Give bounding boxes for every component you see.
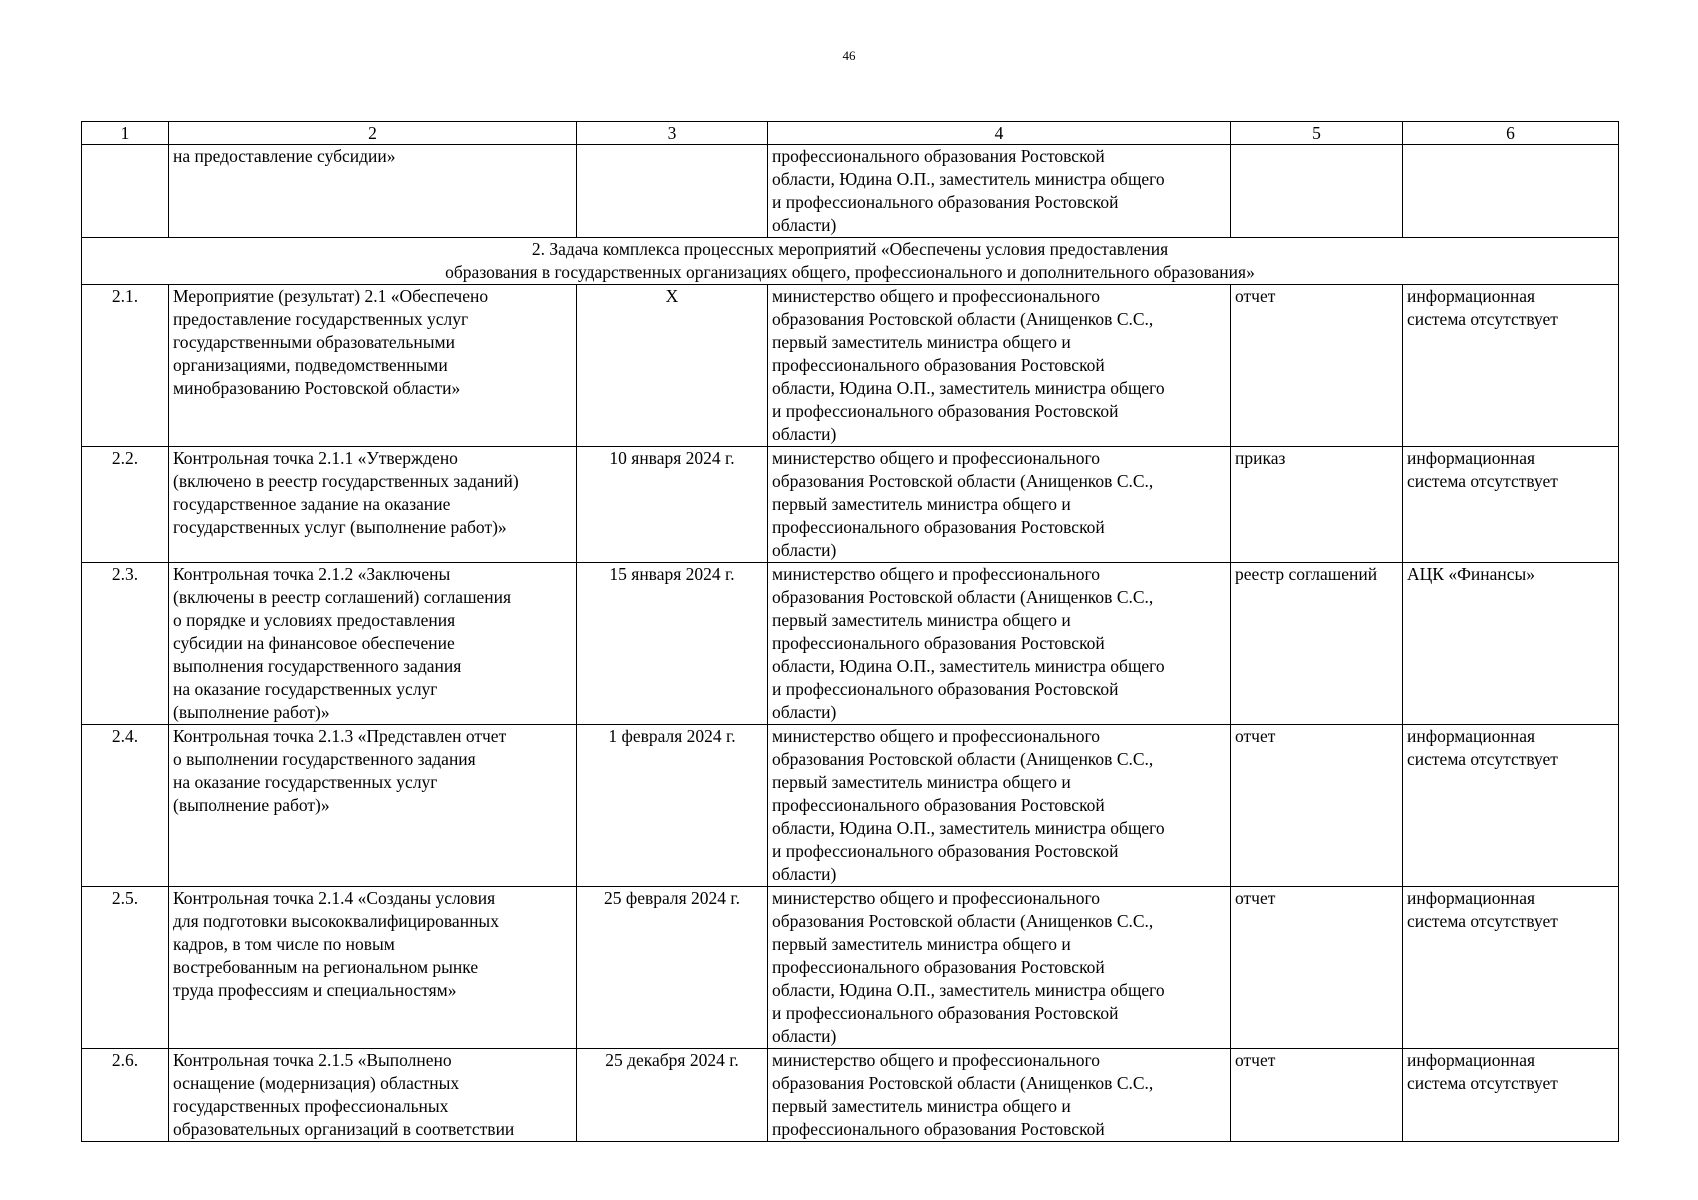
row-number-cell: 2.1. <box>82 285 169 447</box>
table-row <box>82 887 1619 1049</box>
information-system-cell: АЦК «Финансы» <box>1403 563 1619 725</box>
deadline-cell <box>577 145 768 238</box>
column-number: 2 <box>169 122 577 145</box>
column-number: 6 <box>1403 122 1619 145</box>
event-name-cell: Контрольная точка 2.1.2 «Заключены (включены в реестр соглашений) соглашения о порядке и условиях предоставления субсидии на финансовое обеспечение выполнения государственного задания на оказание государственных услуг (выполнение работ)» <box>169 563 577 725</box>
table-row <box>82 563 1619 725</box>
deadline-cell: 25 февраля 2024 г. <box>577 887 768 1049</box>
information-system-cell <box>1403 145 1619 238</box>
responsible-cell: министерство общего и профессионального образования Ростовской области (Анищенков С.С., первый заместитель министра общего и профессионального образования Ростовской <box>768 1049 1231 1142</box>
event-name-cell: Контрольная точка 2.1.5 «Выполнено оснащение (модернизация) областных государственных профессиональных образовательных организаций в соответствии <box>169 1049 577 1142</box>
event-name-cell: на предоставление субсидии» <box>169 145 577 238</box>
event-name-cell: Контрольная точка 2.1.4 «Созданы условия для подготовки высококвалифицированных кадров, в том числе по новым востребованным на региональном рынке труда профессиям и специальностям» <box>169 887 577 1049</box>
event-name-cell: Контрольная точка 2.1.3 «Представлен отчет о выполнении государственного задания на оказание государственных услуг (выполнение работ)» <box>169 725 577 887</box>
row-number-cell: 2.3. <box>82 563 169 725</box>
table-row <box>82 1049 1619 1142</box>
information-system-cell: информационная система отсутствует <box>1403 725 1619 887</box>
deadline-cell: 25 декабря 2024 г. <box>577 1049 768 1142</box>
document-type-cell: отчет <box>1231 887 1403 1049</box>
information-system-cell: информационная система отсутствует <box>1403 1049 1619 1142</box>
responsible-cell: министерство общего и профессионального образования Ростовской области (Анищенков С.С., первый заместитель министра общего и профессионального образования Ростовской области) <box>768 447 1231 563</box>
column-number: 1 <box>82 122 169 145</box>
column-number-row <box>82 122 1619 145</box>
row-number-cell: 2.5. <box>82 887 169 1049</box>
page-number: 46 <box>842 48 856 63</box>
row-number-cell: 2.4. <box>82 725 169 887</box>
table-row <box>82 285 1619 447</box>
task-row <box>82 238 1619 285</box>
document-type-cell: отчет <box>1231 1049 1403 1142</box>
row-number-cell <box>82 145 169 238</box>
deadline-cell: X <box>577 285 768 447</box>
event-name-cell: Мероприятие (результат) 2.1 «Обеспечено предоставление государственных услуг государственными образовательными организациями, подведомственными минобразованию Ростовской области» <box>169 285 577 447</box>
row-number-cell: 2.2. <box>82 447 169 563</box>
responsible-cell: министерство общего и профессионального образования Ростовской области (Анищенков С.С., первый заместитель министра общего и профессионального образования Ростовской области, Юдина О.П., заместитель министра общего и профессионального образования Ростовской области) <box>768 725 1231 887</box>
responsible-cell: министерство общего и профессионального образования Ростовской области (Анищенков С.С., первый заместитель министра общего и профессионального образования Ростовской области, Юдина О.П., заместитель министра общего и профессионального образования Ростовской области) <box>768 563 1231 725</box>
document-type-cell: реестр соглашений <box>1231 563 1403 725</box>
deadline-cell: 1 февраля 2024 г. <box>577 725 768 887</box>
column-number: 5 <box>1231 122 1403 145</box>
table-row <box>82 725 1619 887</box>
deadline-cell: 15 января 2024 г. <box>577 563 768 725</box>
information-system-cell: информационная система отсутствует <box>1403 887 1619 1049</box>
document-type-cell <box>1231 145 1403 238</box>
event-name-cell: Контрольная точка 2.1.1 «Утверждено (включено в реестр государственных заданий) государственное задание на оказание государственных услуг (выполнение работ)» <box>169 447 577 563</box>
deadline-cell: 10 января 2024 г. <box>577 447 768 563</box>
table-row <box>82 447 1619 563</box>
information-system-cell: информационная система отсутствует <box>1403 285 1619 447</box>
column-number: 3 <box>577 122 768 145</box>
information-system-cell: информационная система отсутствует <box>1403 447 1619 563</box>
continuation-row <box>82 145 1619 238</box>
column-number: 4 <box>768 122 1231 145</box>
responsible-cell: министерство общего и профессионального образования Ростовской области (Анищенков С.С., первый заместитель министра общего и профессионального образования Ростовской области, Юдина О.П., заместитель министра общего и профессионального образования Ростовской области) <box>768 285 1231 447</box>
document-type-cell: отчет <box>1231 285 1403 447</box>
document-type-cell: приказ <box>1231 447 1403 563</box>
responsible-cell: профессионального образования Ростовской области, Юдина О.П., заместитель министра общего и профессионального образования Ростовской области) <box>768 145 1231 238</box>
plan-table <box>81 121 1619 1142</box>
task-heading: 2. Задача комплекса процессных мероприятий «Обеспечены условия предоставления образования в государственных организациях общего, профессионального и дополнительного образования» <box>82 238 1619 285</box>
document-type-cell: отчет <box>1231 725 1403 887</box>
responsible-cell: министерство общего и профессионального образования Ростовской области (Анищенков С.С., первый заместитель министра общего и профессионального образования Ростовской области, Юдина О.П., заместитель министра общего и профессионального образования Ростовской области) <box>768 887 1231 1049</box>
row-number-cell: 2.6. <box>82 1049 169 1142</box>
